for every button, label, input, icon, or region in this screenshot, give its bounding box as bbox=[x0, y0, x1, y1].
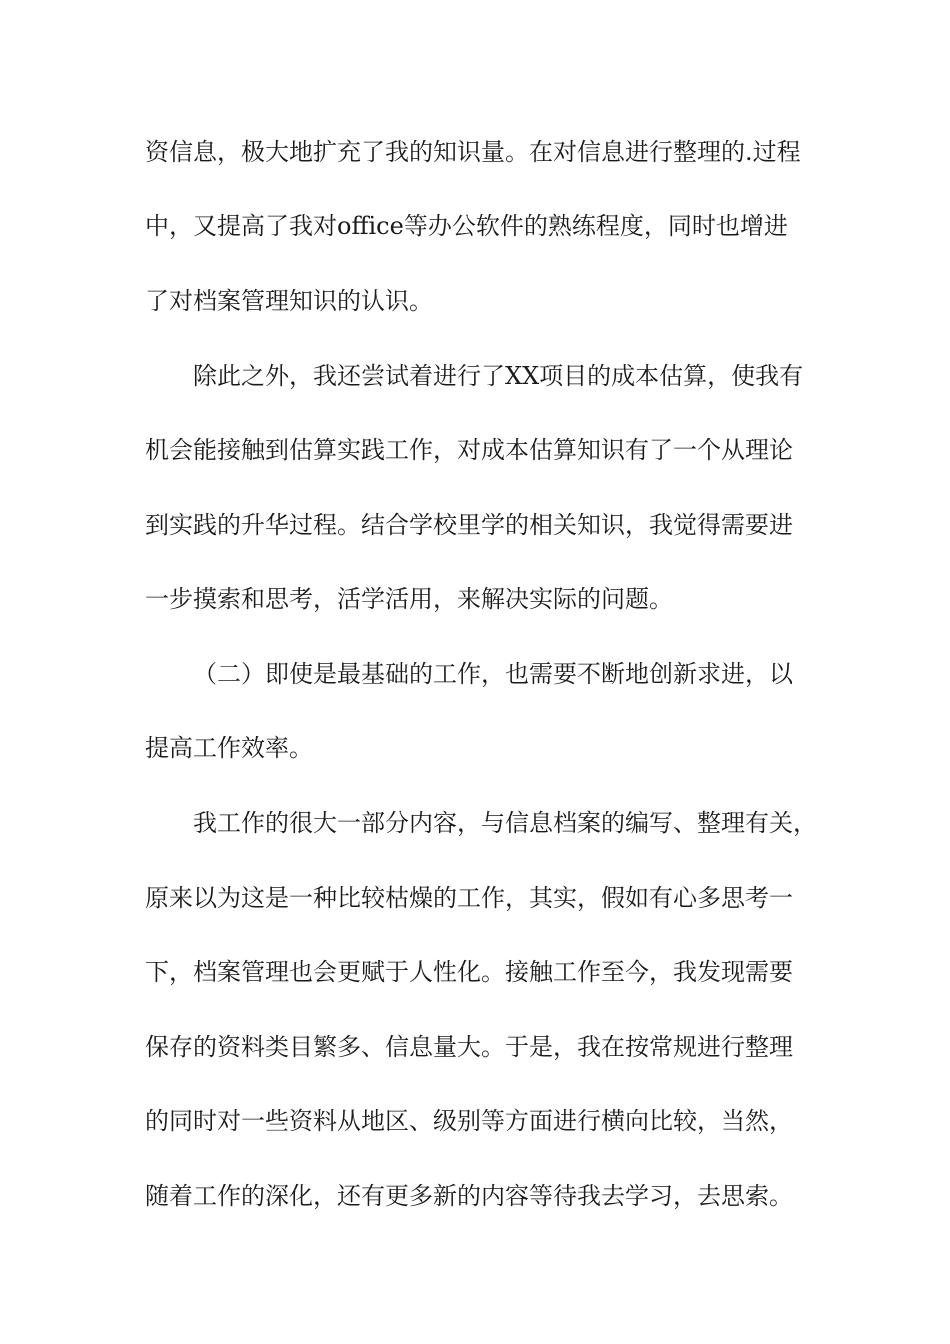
text-line: 一步摸索和思考，活学活用，来解决实际的问题。 bbox=[145, 585, 673, 613]
section-heading-line: （二）即使是最基础的工作，也需要不断地创新求进，以 bbox=[193, 660, 793, 688]
text-line: 资信息，极大地扩充了我的知识量。在对信息进行整理的.过程 bbox=[145, 138, 801, 166]
paragraph-start-line: 我工作的很大一部分内容，与信息档案的编写、整理有关， bbox=[193, 809, 817, 837]
paragraph-start-line: 除此之外，我还尝试着进行了XX项目的成本估算，使我有 bbox=[193, 362, 804, 390]
text-line: 中，又提高了我对office等办公软件的熟练程度，同时也增进 bbox=[145, 212, 788, 240]
text-line: 了对档案管理知识的认识。 bbox=[145, 287, 433, 315]
text-line: 机会能接触到估算实践工作，对成本估算知识有了一个从理论 bbox=[145, 436, 793, 464]
text-line: 随着工作的深化，还有更多新的内容等待我去学习，去思索。 bbox=[145, 1182, 793, 1210]
text-line: 到实践的升华过程。结合学校里学的相关知识，我觉得需要进 bbox=[145, 511, 793, 539]
text-line: 保存的资料类目繁多、信息量大。于是，我在按常规进行整理 bbox=[145, 1033, 793, 1061]
text-line: 下，档案管理也会更赋于人性化。接触工作至今，我发现需要 bbox=[145, 958, 793, 986]
section-heading-line: 提高工作效率。 bbox=[145, 734, 313, 762]
text-line: 原来以为这是一种比较枯燥的工作，其实，假如有心多思考一 bbox=[145, 884, 793, 912]
text-line: 的同时对一些资料从地区、级别等方面进行横向比较，当然， bbox=[145, 1107, 793, 1135]
